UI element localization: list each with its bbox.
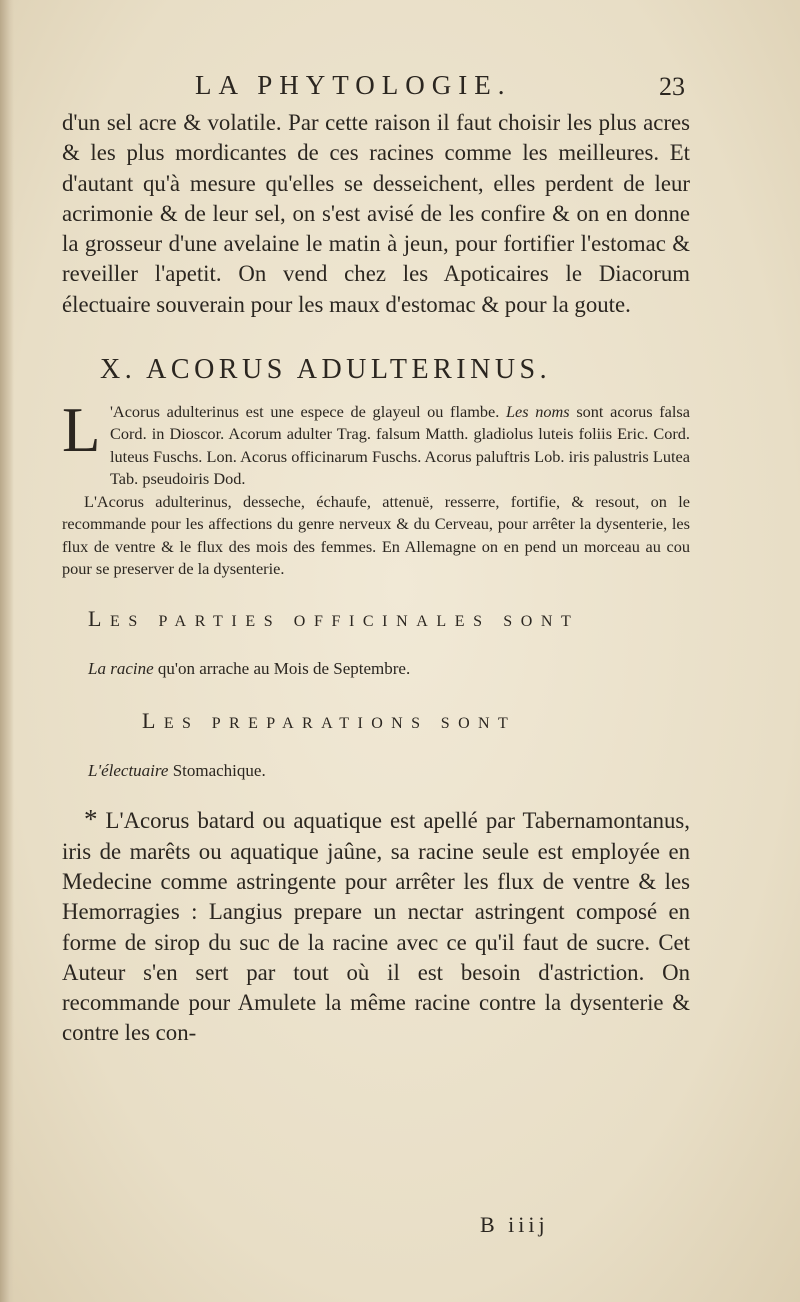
names-label: Les noms <box>506 402 570 422</box>
drop-cap: L <box>62 395 101 466</box>
preparations-heading-initial: L <box>142 708 164 734</box>
page-body <box>62 108 690 1049</box>
preparations-label: L'électuaire <box>88 761 169 781</box>
running-title: LA PHYTOLOGIE. <box>195 70 512 100</box>
official-parts-entry <box>88 658 690 680</box>
asterisk-mark: * <box>84 804 98 835</box>
official-parts-heading <box>88 608 690 633</box>
preparations-heading <box>142 710 690 735</box>
page-header <box>195 70 685 110</box>
page-number: 23 <box>659 72 685 101</box>
section-title: X. ACORUS ADULTERINUS. <box>100 354 552 386</box>
preparations-entry <box>88 760 690 782</box>
names-paragraph <box>62 395 690 491</box>
signature-mark: B iiij <box>480 1212 549 1237</box>
official-parts-heading-initial: L <box>88 606 111 632</box>
book-spine-shadow <box>0 0 14 1302</box>
virtues-paragraph: L'Acorus adulterinus, desseche, échaufe, attenuë, resserre, fortifie, & resout, on le recommande pour les affections du genre nerveux & du Cerveau, pour arrêter la dysenterie, les flux de ventre & le flux des mois des femmes. En Allemagne on en pend un morceau au cou pour se preserver de la dysenterie. <box>62 491 690 578</box>
names-first-line: 'Acorus adulterinus est une espece de glayeul ou flambe. <box>110 402 500 422</box>
paragraph-continuation: d'un sel acre & volatile. Par cette raison il faut choisir les plus acres & les plus mordicantes de ces racines comme les meilleures. Et d'autant qu'à mesure qu'elles se desseichent, elles perdent de leur acrimonie & de leur sel, on s'est avisé de les confire & on en donne la grosseur d'une avelaine le matin à jeun, pour fortifier l'estomac & reveiller l'apetit. On vend chez les Apoticaires le Diacorum électuaire souverain pour les maux d'estomac & pour la goute. <box>62 110 690 317</box>
footnote-paragraph <box>62 804 690 1048</box>
preparations-heading-text: ES PREPARATIONS SONT <box>163 715 517 733</box>
names-text: sont acorus falsa Cord. in Dioscor. Acorum adulter Trag. falsum Matth. gladiolus luteis foliis Eric. Cord. luteus Fuschs. Lon. Acorus officinarum Fuschs. Acorus paluftris Lob. iris palustris Lutea Tab. pseudoiris Dod. <box>110 402 690 489</box>
footnote-text: L'Acorus batard ou aquatique est apellé par Tabernamontanus, iris de marêts ou aquatique jaûne, sa racine seule est employée en Medecine comme astringente pour arrêter les flux de ventre & les Hemorragies : Langius prepare un nectar astringent composé en forme de sirop du suc de la racine avec ce qu'il faut de sucre. Cet Auteur s'en sert par tout où il est besoin d'astriction. On recommande pour Amulete la même racine contre la dysenterie & contre les con- <box>62 808 690 1046</box>
official-parts-label: La racine <box>88 659 154 679</box>
official-parts-heading-text: ES PARTIES OFFICINALES SONT <box>110 613 580 631</box>
preparations-text: Stomachique. <box>172 761 266 781</box>
official-parts-text: qu'on arrache au Mois de Septembre. <box>157 659 411 679</box>
